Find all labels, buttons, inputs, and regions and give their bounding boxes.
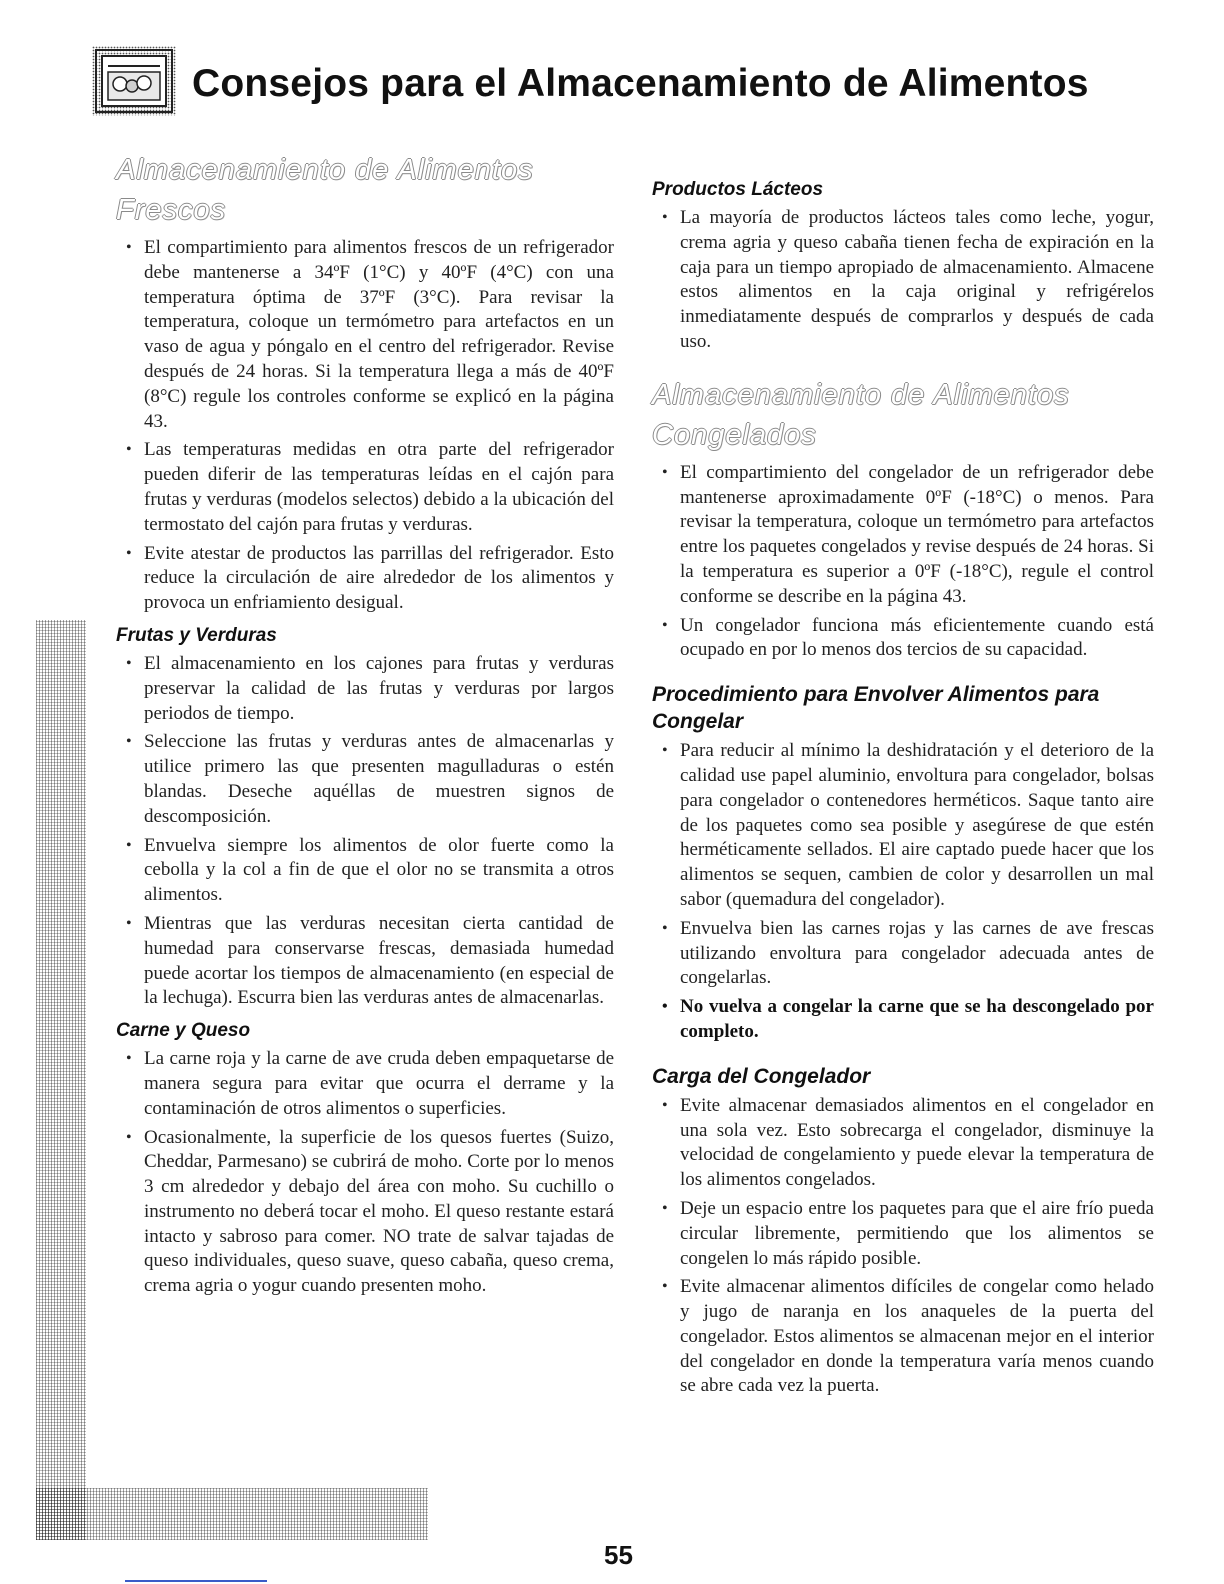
list-item: • La mayoría de productos lácteos tales como leche, yogur, crema agria y queso cabaña tienen fecha de expiración en la caja para un tiempo apropiado de almacenamiento. Almacene estos alimentos en la caja original y refrigérelos inmediatamente después de comprarlos y después de cada uso.	[652, 206, 1154, 355]
page-title: Consejos para el Almacenamiento de Alimentos	[192, 62, 1089, 105]
subheading-fruits: Frutas y Verduras	[116, 624, 277, 646]
list-item: • Las temperaturas medidas en otra parte del refrigerador pueden diferir de las temperaturas leídas en el cajón para frutas y verduras (modelos selectos) debido a la ubicación del termostato del cajón para frutas y verduras.	[116, 438, 614, 537]
page-number: 55	[604, 1540, 633, 1570]
section-title-fresh	[116, 150, 614, 230]
list-item: • Un congelador funciona más eficientemente cuando está ocupado en por lo menos dos tercios de su capacidad.	[652, 614, 1154, 664]
subheading-meat: Carne y Queso	[116, 1020, 251, 1042]
decorative-halftone-bar	[36, 1488, 428, 1540]
section-title-frozen	[652, 375, 1154, 455]
list-item: • Mientras que las verduras necesitan cierta cantidad de humedad para conservarse frescas, demasiada humedad puede acortar los tiempos de almacenamiento (en especial de la lechuga). Escurra bien las verduras antes de almacenarlas.	[116, 912, 614, 1011]
subheading-freezer-load: Carga del Congelador	[652, 1064, 871, 1088]
subheading-wrapping: Procedimiento para Envolver Alimentos para Congelar	[652, 683, 1100, 734]
list-item: • El almacenamiento en los cajones para frutas y verduras preservar la calidad de las frutas y verduras por largos periodos de tiempo.	[116, 652, 614, 726]
list-item: • Envuelva bien las carnes rojas y las carnes de ave frescas utilizando envoltura para congelador adecuada antes de congelarlas.	[652, 917, 1154, 991]
page-header	[92, 40, 1202, 120]
wrapping-list	[652, 739, 1154, 1045]
left-column	[116, 150, 614, 1303]
refreeze-warning: • No vuelva a congelar la carne que se ha descongelado por completo.	[652, 995, 1154, 1045]
section-title-line: Congelados	[652, 418, 817, 451]
dairy-list	[652, 206, 1154, 355]
section-title-line: Almacenamiento de Alimentos	[652, 378, 1070, 411]
list-item: • El compartimiento del congelador de un refrigerador debe mantenerse aproximadamente 0ºF (-18°C) o menos. Para revisar la temperatura, coloque un termómetro para artefactos entre los paquetes congelados y revise después de 24 horas. Si la temperatura es superior a 0ºF (-18°C), regule el control conforme se describe en la página 43.	[652, 461, 1154, 610]
list-item: • El compartimiento para alimentos frescos de un refrigerador debe mantenerse a 34ºF (1°C) y 40ºF (4°C) con una temperatura óptima de 37ºF (3°C). Para revisar la temperatura, coloque un termómetro para artefactos en un vaso de agua y póngalo en el centro del refrigerador. Revise después de 24 horas. Si la temperatura llega a más de 40ºF (8°C) regule los controles conforme se explicó en la página 43.	[116, 236, 614, 434]
frozen-list	[652, 461, 1154, 663]
list-item: • Envuelva siempre los alimentos de olor fuerte como la cebolla y la col a fin de que el olor no se transmita a otros alimentos.	[116, 834, 614, 908]
list-item: • La carne roja y la carne de ave cruda deben empaquetarse de manera segura para evitar que ocurra el derrame y la contaminación de otros alimentos o superficies.	[116, 1047, 614, 1121]
right-column	[652, 178, 1154, 1403]
section-spacer	[652, 359, 1154, 375]
fruits-list	[116, 652, 614, 1011]
freezer-load-list	[652, 1094, 1154, 1400]
section-title-line: Frescos	[116, 194, 227, 226]
list-item: • Para reducir al mínimo la deshidratación y el deterioro de la calidad use papel aluminio, envoltura para congelador, bolsas para congelador o contenedores herméticos. Saque tanto aire de los paquetes como sea posible y asegúrese de que estén herméticamente sellados. El aire captado puede hacer que los alimentos se sequen, cambien de color y desarrollen un mal sabor (quemadura del congelador).	[652, 739, 1154, 913]
footer-rule	[125, 1580, 267, 1582]
decorative-halftone-strip	[36, 620, 86, 1540]
list-item: • Evite atestar de productos las parrillas del refrigerador. Esto reduce la circulación de aire alrededor de los alimentos y provoca un enfriamiento desigual.	[116, 542, 614, 616]
fresh-list	[116, 236, 614, 616]
meat-list	[116, 1047, 614, 1299]
list-item: • Seleccione las frutas y verduras antes de almacenarlas y utilice primero las que presenten magulladuras o estén blandas. Deseche aquéllas de muestren signos de descomposición.	[116, 730, 614, 829]
section-title-line: Almacenamiento de Alimentos	[116, 154, 534, 186]
list-item: • Evite almacenar alimentos difíciles de congelar como helado y jugo de naranja en los anaqueles de la puerta del congelador. Estos alimentos se almacenan mejor en el interior del congelador en donde la temperatura varía menos cuando se abre cada vez la puerta.	[652, 1275, 1154, 1399]
list-item: • Ocasionalmente, la superficie de los quesos fuertes (Suizo, Cheddar, Parmesano) se cubrirá de moho. Corte por lo menos 3 cm alrededor y debajo del área con moho. Su cuchillo o instrumento no deberá tocar el moho. El queso restante estará intacto y sabroso para comer. NO trate de salvar tajadas de queso individuales, queso suave, queso cabaña, queso crema, crema agria o yogur cuando presenten moho.	[116, 1126, 614, 1300]
subheading-dairy: Productos Lácteos	[652, 179, 824, 200]
list-item: • Deje un espacio entre los paquetes para que el aire frío pueda circular libremente, permitiendo que los alimentos se congelen lo más rápido posible.	[652, 1197, 1154, 1271]
food-storage-icon	[92, 46, 176, 116]
list-item: • Evite almacenar demasiados alimentos en el congelador en una sola vez. Esto sobrecarga el congelador, disminuye la velocidad de congelamiento y puede elevar la temperatura de los alimentos congelados.	[652, 1094, 1154, 1193]
